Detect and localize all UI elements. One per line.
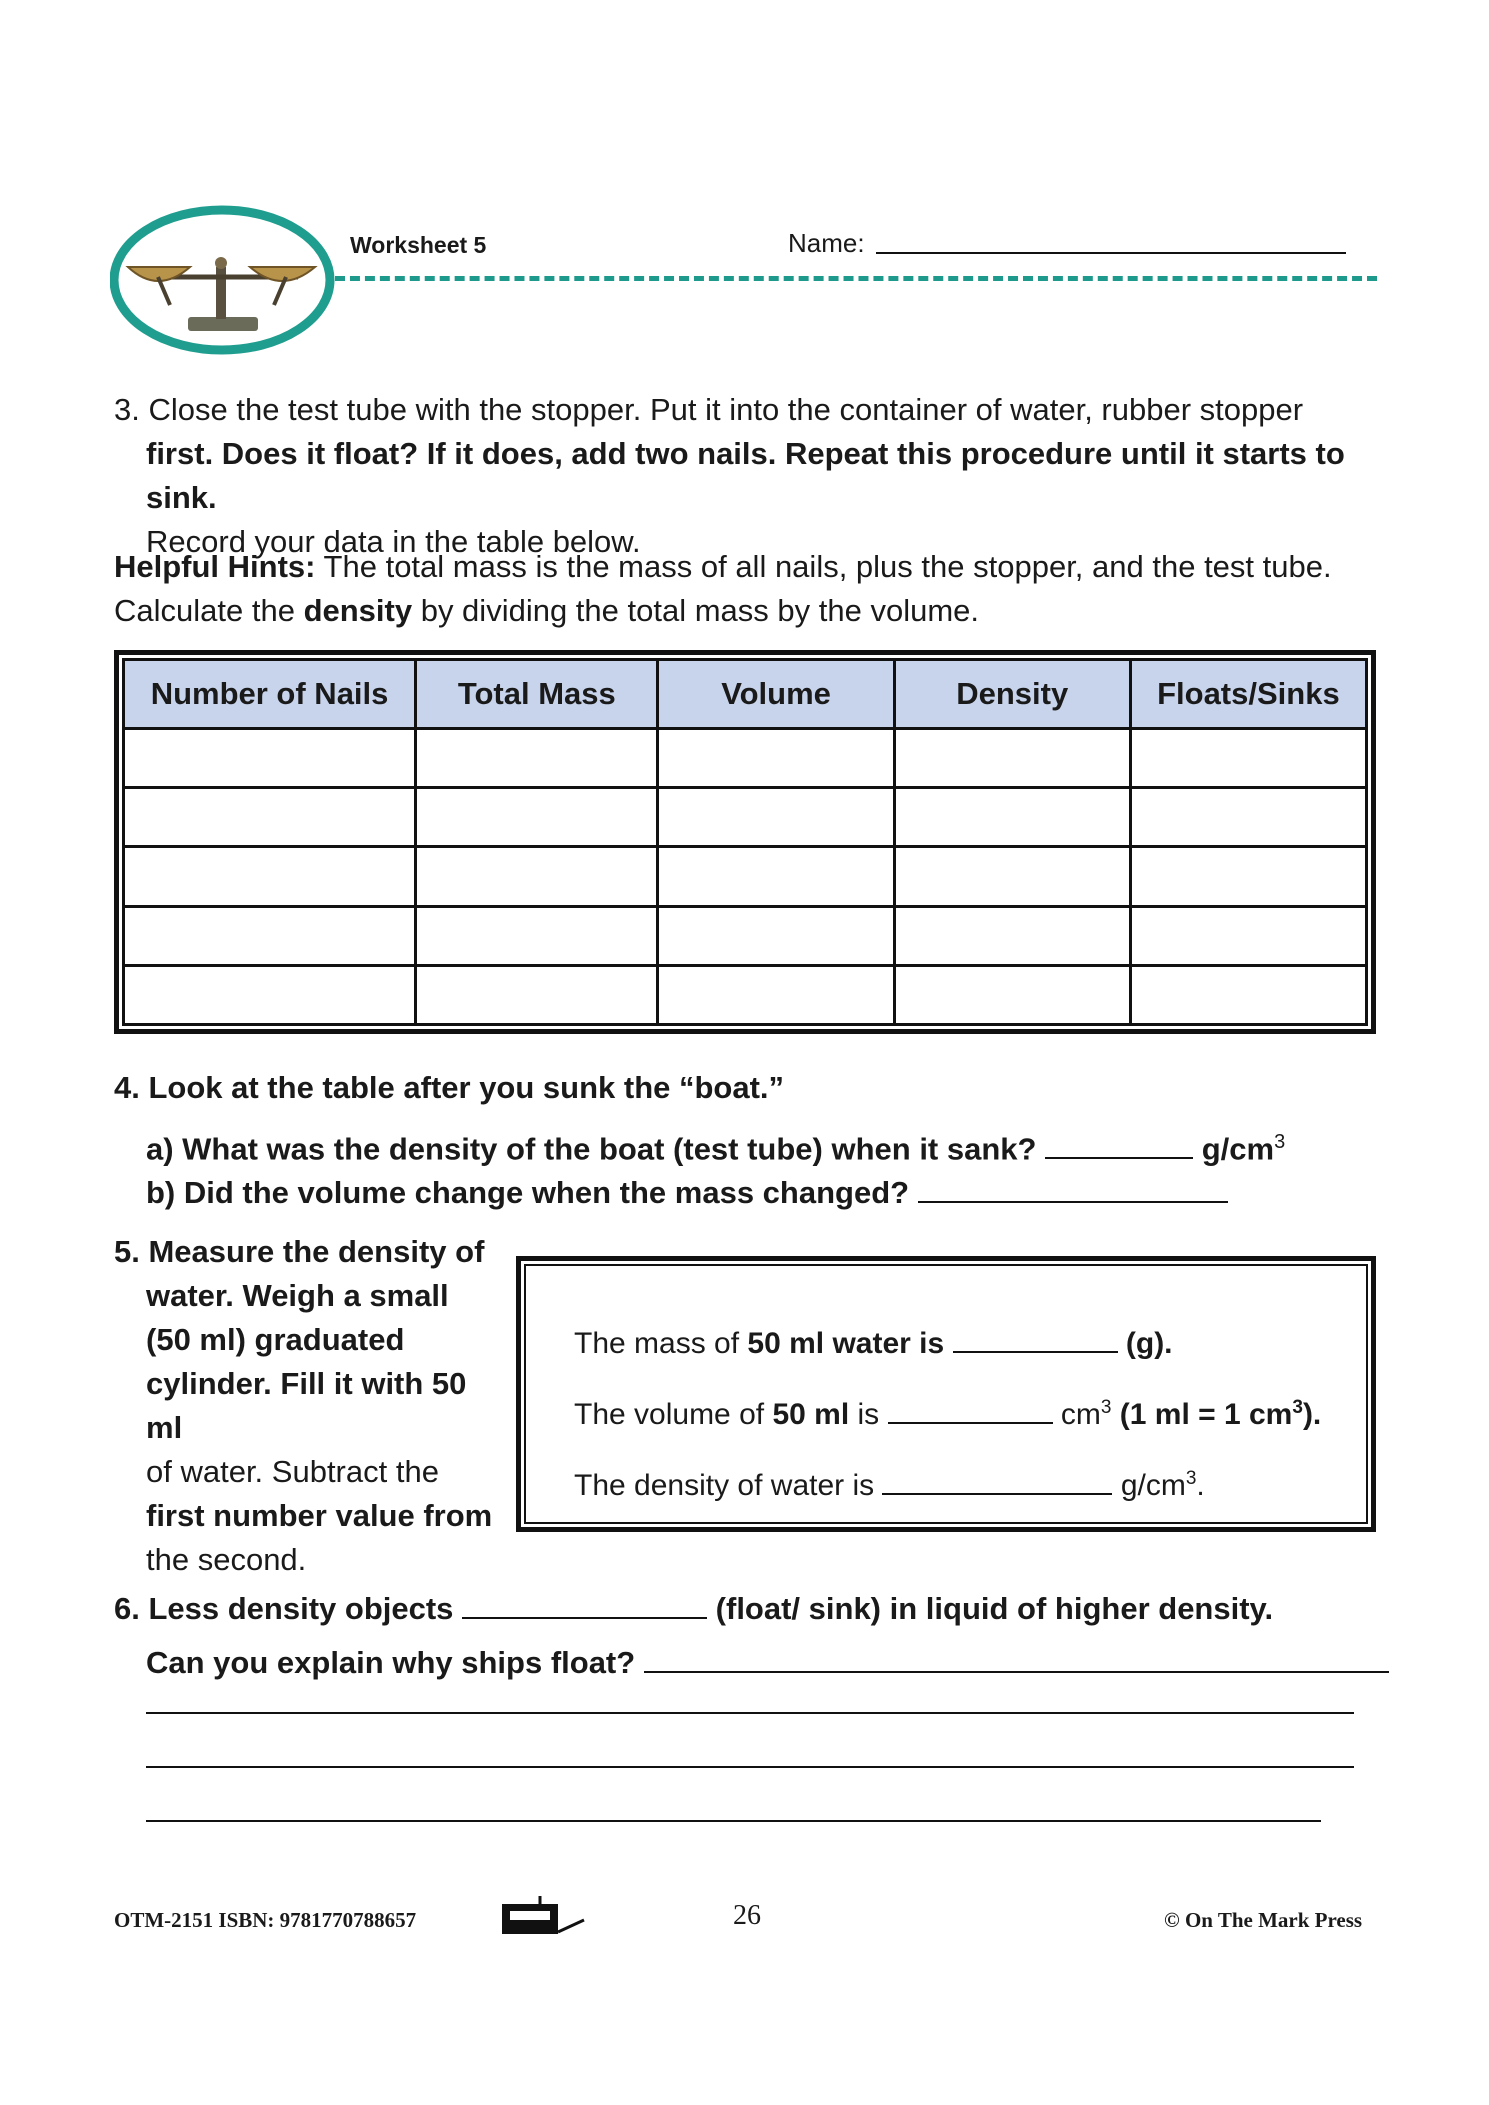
table-cell[interactable] xyxy=(1130,847,1366,906)
table-cell[interactable] xyxy=(416,965,658,1024)
footer-id: OTM-2151 ISBN: 9781770788657 xyxy=(114,1908,417,1932)
table-cell[interactable] xyxy=(894,788,1130,847)
q5-line5: of water. Subtract the xyxy=(146,1454,439,1489)
q5-mass-text: The mass of xyxy=(574,1327,748,1360)
hints-density-word: density xyxy=(303,593,413,628)
q3-line3: Record your data in the table below. xyxy=(146,524,641,559)
table-cell[interactable] xyxy=(894,906,1130,965)
table-cell[interactable] xyxy=(658,729,894,788)
table-cell[interactable] xyxy=(416,729,658,788)
q4b-text: b) Did the volume change when the mass changed? xyxy=(146,1175,910,1211)
q5-answer-box xyxy=(516,1256,1376,1532)
header-dashed-divider xyxy=(335,276,1377,281)
q5-volume-text: The volume of xyxy=(574,1398,773,1431)
copyright: © On The Mark Press xyxy=(1164,1908,1363,1932)
q5-mass-row xyxy=(574,1312,1366,1376)
q4-title: 4. Look at the table after you sunk the “boat.” xyxy=(114,1070,785,1105)
table-cell[interactable] xyxy=(894,847,1130,906)
table-cell[interactable] xyxy=(124,847,416,906)
q5-volume-row xyxy=(574,1376,1366,1447)
table-cell[interactable] xyxy=(894,729,1130,788)
q5-density-unit: g/cm xyxy=(1120,1469,1186,1502)
data-table xyxy=(122,658,1368,1026)
q5-density-row xyxy=(574,1447,1366,1518)
q5-mass-unit: (g). xyxy=(1125,1327,1173,1360)
table-cell[interactable] xyxy=(658,847,894,906)
hints-text2a: Calculate the xyxy=(114,593,304,628)
table-cell[interactable] xyxy=(658,906,894,965)
q5-volume-unit-sup: 3 xyxy=(1100,1397,1112,1418)
col-header-density: Density xyxy=(894,660,1130,729)
question-6 xyxy=(114,1582,1394,1690)
table-cell[interactable] xyxy=(124,965,416,1024)
col-header-floats-sinks: Floats/Sinks xyxy=(1130,660,1366,729)
question-3 xyxy=(114,388,1374,564)
q5-answer-box-inner xyxy=(524,1264,1368,1524)
q5-volume-unit: cm xyxy=(1060,1398,1101,1431)
q6-line2-text: Can you explain why ships float? xyxy=(146,1645,636,1680)
q5-density-answer-line[interactable] xyxy=(882,1493,1112,1495)
hints-label: Helpful Hints: xyxy=(114,549,316,584)
hints-text1: The total mass is the mass of all nails, plus the stopper, and the test tube. xyxy=(315,549,1332,584)
name-label: Name: xyxy=(788,228,865,258)
q5-line7: the second. xyxy=(146,1542,307,1577)
table-cell[interactable] xyxy=(894,965,1130,1024)
q6-explain-line-4[interactable] xyxy=(146,1820,1321,1822)
col-header-total-mass: Total Mass xyxy=(416,660,658,729)
q5-volume-bold: 50 ml xyxy=(772,1398,850,1431)
col-header-volume: Volume xyxy=(658,660,894,729)
page-number: 26 xyxy=(733,1900,761,1931)
q5-volume-is: is xyxy=(849,1398,880,1431)
data-table-frame xyxy=(114,650,1376,1034)
q5-line4: cylinder. Fill it with 50 ml xyxy=(146,1366,467,1445)
q3-line1: Close the test tube with the stopper. Put it into the container of water, rubber stopper xyxy=(148,392,1304,427)
table-row xyxy=(124,729,1367,788)
name-field-line[interactable] xyxy=(876,252,1346,254)
table-row xyxy=(124,965,1367,1024)
q4a-answer-line[interactable] xyxy=(1045,1157,1193,1159)
balance-scale-logo xyxy=(110,205,335,355)
q5-volume-note: (1 ml = 1 cm xyxy=(1119,1398,1293,1431)
q4a-unit: g/cm xyxy=(1201,1131,1275,1167)
table-cell[interactable] xyxy=(1130,729,1366,788)
q5-line1: Measure the density of xyxy=(148,1234,485,1269)
q3-number: 3. xyxy=(114,392,140,427)
table-cell[interactable] xyxy=(416,847,658,906)
q5-mass-answer-line[interactable] xyxy=(953,1351,1118,1353)
table-header-row xyxy=(124,660,1367,729)
q6-explain-line-2[interactable] xyxy=(146,1712,1354,1714)
q6-float-sink-answer-line[interactable] xyxy=(462,1617,707,1619)
table-cell[interactable] xyxy=(124,788,416,847)
table-cell[interactable] xyxy=(124,729,416,788)
q5-mass-bold: 50 ml water is xyxy=(747,1327,945,1360)
q5-line3: (50 ml) graduated xyxy=(146,1322,405,1357)
q6-line1-end: (float/ sink) in liquid of higher density. xyxy=(715,1591,1274,1626)
q6-explain-line-3[interactable] xyxy=(146,1766,1354,1768)
table-cell[interactable] xyxy=(416,788,658,847)
q5-density-text: The density of water is xyxy=(574,1469,875,1502)
table-row xyxy=(124,906,1367,965)
q4b-answer-line[interactable] xyxy=(918,1201,1228,1203)
q6-explain-line-1[interactable] xyxy=(644,1671,1389,1673)
q4a-text: a) What was the density of the boat (test tube) when it sank? xyxy=(146,1131,1037,1167)
question-5 xyxy=(114,1230,494,1582)
table-cell[interactable] xyxy=(658,788,894,847)
q5-density-unit-sup: 3 xyxy=(1185,1468,1197,1489)
q5-volume-note-sup: 3 xyxy=(1292,1397,1303,1418)
table-row xyxy=(124,788,1367,847)
question-4 xyxy=(114,1066,1374,1215)
q5-number: 5. xyxy=(114,1234,140,1269)
table-cell[interactable] xyxy=(1130,965,1366,1024)
table-row xyxy=(124,847,1367,906)
col-header-nails: Number of Nails xyxy=(124,660,416,729)
table-cell[interactable] xyxy=(124,906,416,965)
table-cell[interactable] xyxy=(416,906,658,965)
q5-density-period: . xyxy=(1196,1469,1205,1502)
q5-volume-note-end: ). xyxy=(1302,1398,1322,1431)
q5-volume-answer-line[interactable] xyxy=(888,1422,1053,1424)
worksheet-label: Worksheet 5 xyxy=(350,232,487,258)
q3-line2: first. Does it float? If it does, add two nails. Repeat this procedure until it starts to sink. xyxy=(146,436,1345,515)
helpful-hints xyxy=(114,545,1374,633)
hints-text2c: by dividing the total mass by the volume. xyxy=(412,593,979,628)
q5-line2: water. Weigh a small xyxy=(146,1278,449,1313)
table-cell[interactable] xyxy=(1130,906,1366,965)
table-cell[interactable] xyxy=(1130,788,1366,847)
worksheet-mark-icon xyxy=(500,1894,586,1938)
q5-line6: first number value from xyxy=(146,1498,493,1533)
q4a-unit-sup: 3 xyxy=(1274,1131,1286,1153)
table-cell[interactable] xyxy=(658,965,894,1024)
q6-line1-text: 6. Less density objects xyxy=(114,1591,454,1626)
